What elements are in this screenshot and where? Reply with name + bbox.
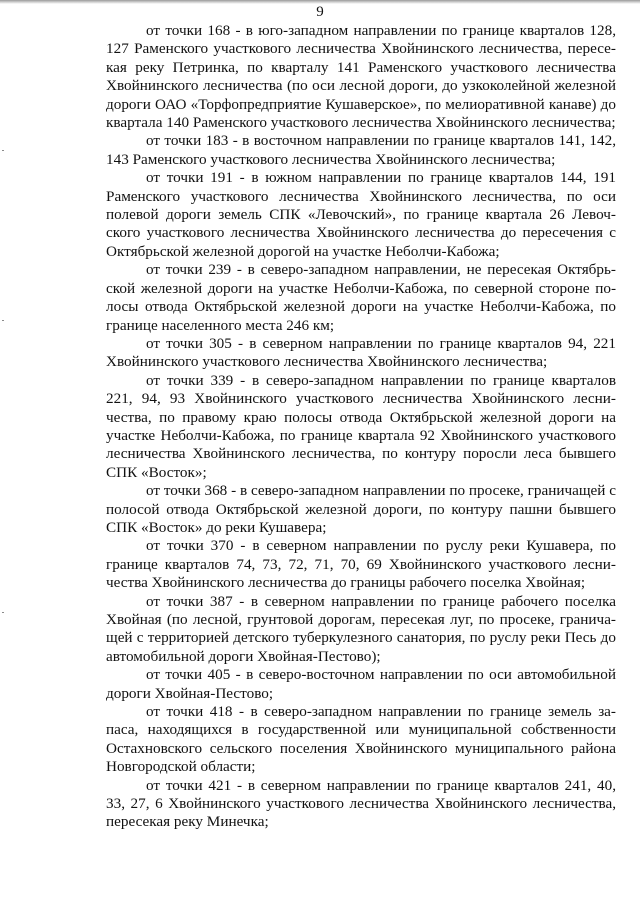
paragraph-point-370: от точки 370 - в северном направлении по руслу реки Кушавера, по границе кварталов 74, 73, 72, 71, 70, 69 Хвойнинского участкового лесни-чества Хвойнинского лесничества до границы рабочего поселка Хвойная; bbox=[106, 537, 616, 592]
document-body bbox=[106, 22, 616, 832]
scan-speck bbox=[2, 320, 4, 321]
paragraph-point-421: от точки 421 - в северном направлении по границе кварталов 241, 40, 33, 27, 6 Хвойнинского участкового лесничества Хвойнинского лесничества, пересекая реку Минечка; bbox=[106, 776, 616, 831]
paragraph-point-405: от точки 405 - в северо-восточном направлении по оси автомобильной дороги Хвойная-Пестово; bbox=[106, 666, 616, 702]
paragraph-point-339: от точки 339 - в северо-западном направлении по границе кварталов 221, 94, 93 Хвойнинского участкового лесничества Хвойнинского лесни-чества, по правому краю полосы отвода Октябрьской железной дороги на участке Неболчи-Кабожа, по границе квартала 92 Хвойнинского участкового лесничества Хвойнинского лесничества, по контуру поросли леса бывшего СПК «Восток»; bbox=[106, 371, 616, 481]
paragraph-point-387: от точки 387 - в северном направлении по границе рабочего поселка Хвойная (по лесной, грунтовой дорогам, пересекая луг, по просеке, гранича-щей с территорией детского туберкулезного санатория, по руслу реки Песь до автомобильной дороги Хвойная-Пестово); bbox=[106, 592, 616, 665]
paragraph-point-239: от точки 239 - в северо-западном направлении, не пересекая Октябрь-ской железной дороги на участке Неболчи-Кабожа, по северной стороне по-лосы отвода Октябрьской железной дороги на участке Неболчи-Кабожа, по границе населенного места 246 км; bbox=[106, 261, 616, 334]
page-number: 9 bbox=[316, 4, 324, 20]
paragraph-point-168: от точки 168 - в юго-западном направлении по границе кварталов 128, 127 Раменского участкового лесничества Хвойнинского лесничества, пересе-кая реку Петринка, по кварталу 141 Раменского участкового лесничества Хвойнинского лесничества (по оси лесной дороги, до узкоколейной железной дороги ОАО «Торфопредприятие Кушаверское», по мелиоративной канаве) до квартала 140 Раменского участкового лесничества Хвойнинского лесничества; bbox=[106, 22, 616, 132]
scan-speck bbox=[2, 612, 4, 613]
paragraph-point-418: от точки 418 - в северо-западном направлении по границе земель за-паса, находящихся в государственной или муниципальной собственности Остахновского сельского поселения Хвойнинского муниципального района Новгородской области; bbox=[106, 703, 616, 776]
paragraph-point-191: от точки 191 - в южном направлении по границе кварталов 144, 191 Раменского участкового лесничества Хвойнинского лесничества, по оси полевой дороги земель СПК «Левочский», по границе квартала 26 Левоч-ского участкового лесничества Хвойнинского лесничества до пересечения с Октябрьской железной дорогой на участке Неболчи-Кабожа; bbox=[106, 169, 616, 260]
paragraph-point-368: от точки 368 - в северо-западном направлении по просеке, граничащей с полосой отвода Октябрьской железной дороги, по контуру пашни бывшего СПК «Восток» до реки Кушавера; bbox=[106, 482, 616, 536]
scan-speck bbox=[2, 150, 4, 151]
paragraph-point-305: от точки 305 - в северном направлении по границе кварталов 94, 221 Хвойнинского участкового лесничества Хвойнинского лесничества; bbox=[106, 334, 616, 371]
paragraph-point-183: от точки 183 - в восточном направлении по границе кварталов 141, 142, 143 Раменского участкового лесничества Хвойнинского лесничества; bbox=[106, 132, 616, 168]
